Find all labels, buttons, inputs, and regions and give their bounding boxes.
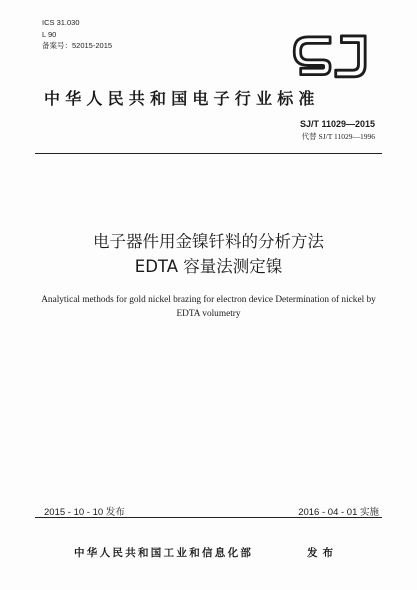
standard-code-block [300,118,375,142]
classification-block [42,17,112,52]
standard-number: SJ/T 11029—2015 [299,119,375,129]
implementation-date: 2016 - 04 - 01 实施 [298,507,379,518]
sj-logo [292,33,374,81]
filing-number: 备案号：52015-2015 [42,41,113,50]
ics-code: ICS 31.030 [42,18,80,27]
document-title-en: Analytical methods for gold nickel brazing for electron device Determination of nickel by EDTA volumetry [41,295,376,319]
standard-category-title: 中华人民共和国电子行业标准 [44,89,320,108]
replaces-note: 代替 SJ/T 11029—1996 [301,132,375,141]
top-divider [35,153,382,154]
issue-date: 2015 - 10 - 10 发布 [44,507,125,518]
publisher-name: 中华人民共和国工业和信息化部 [74,547,254,559]
document-title-cn-line2: EDTA 容量法测定镍 [134,257,283,276]
publish-label: 发布 [307,547,338,559]
ccs-code: L 90 [42,29,57,39]
bottom-divider [35,517,382,518]
document-title-cn-line1: 电子器件用金镍钎料的分析方法 [93,232,324,251]
